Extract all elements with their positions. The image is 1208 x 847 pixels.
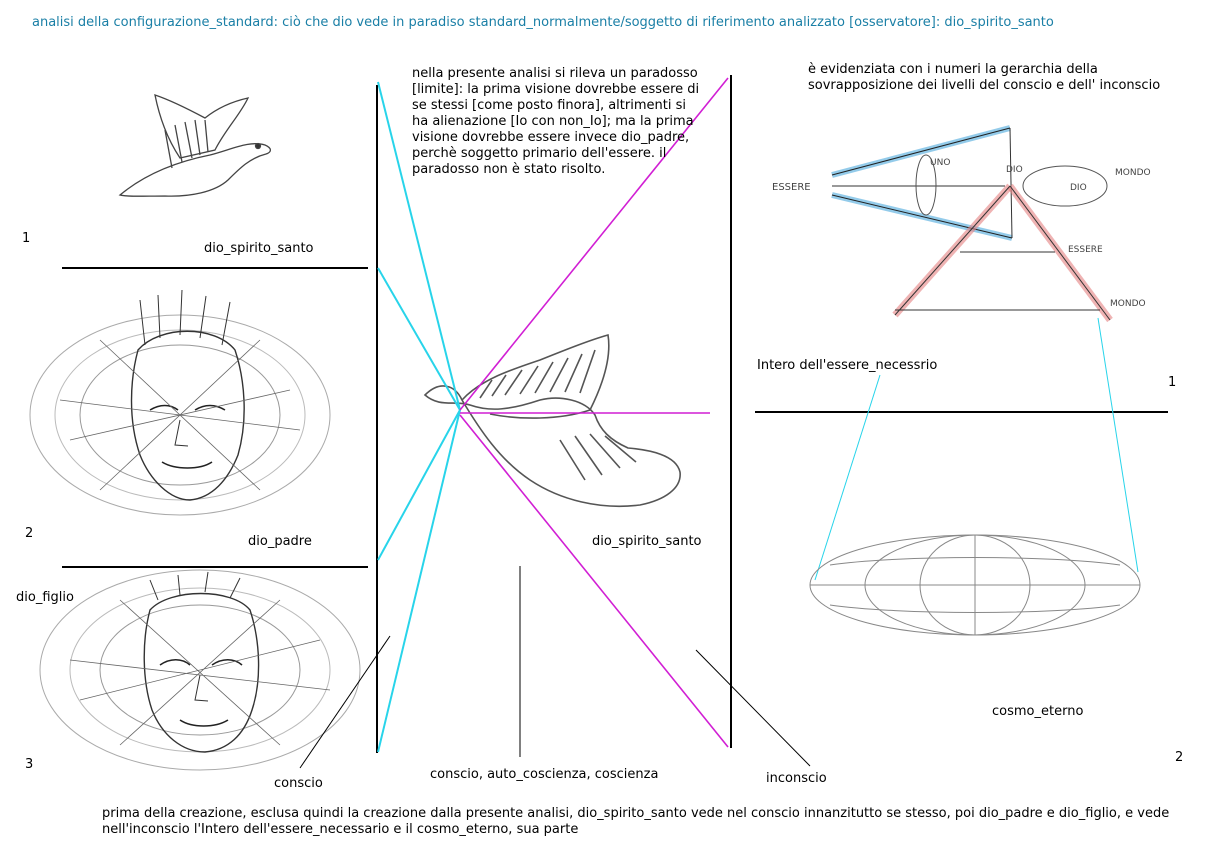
- face-sketch-padre: [30, 290, 330, 515]
- projection-line: [815, 375, 880, 580]
- page-title: analisi della configurazione_standard: ciò che dio vede in paradiso standard_normalmente/soggetto di riferimento analizzato [osservatore]: dio_spirito_santo: [32, 15, 1054, 30]
- sketch-label-dio: DIO: [1006, 165, 1023, 175]
- label-conscio: conscio: [274, 776, 323, 791]
- label-cosmo-eterno: cosmo_eterno: [992, 704, 1084, 719]
- dove-sketch-small: [120, 95, 270, 196]
- sketch-label-uno: UNO: [930, 158, 951, 168]
- inconscio-rays: [460, 78, 728, 747]
- projection-line: [1098, 318, 1138, 572]
- sketch-label-essere: ESSERE: [772, 182, 811, 193]
- sketch-label-mondo: MONDO: [1115, 168, 1151, 178]
- label-conscio-auto-coscienza: conscio, auto_coscienza, coscienza: [430, 767, 659, 782]
- pointer-inconscio: [696, 650, 810, 766]
- paradox-text: nella presente analisi si rileva un paradosso [limite]: la prima visione dovrebbe essere di se stessi [come posto finora], altrimenti si ha alienazione [Io con non_Io]; ma la prima visione dovrebbe essere invece dio_padre, perchè soggetto primario dell'essere. il paradosso non è stato risolto.: [412, 66, 700, 177]
- conscio-rays: [378, 82, 460, 752]
- number-2-left: 2: [25, 526, 34, 541]
- number-1-left: 1: [22, 231, 31, 246]
- hierarchy-sketch: [832, 128, 1110, 320]
- dove-sketch-large: [425, 335, 680, 506]
- label-dio-spirito-santo-left: dio_spirito_santo: [204, 241, 314, 256]
- label-dio-padre: dio_padre: [248, 534, 312, 549]
- bottom-caption: prima della creazione, esclusa quindi la creazione dalla presente analisi, dio_spirito_santo vede nel conscio innanzitutto se stesso, poi dio_padre e dio_figlio, e vede nell'inconscio l'Intero dell'essere_necessario e il cosmo_eterno, sua parte: [102, 806, 1170, 837]
- sketch-label-essere2: ESSERE: [1068, 245, 1103, 255]
- hierarchy-note: è evidenziata con i numeri la gerarchia della sovrapposizione dei livelli del conscio e dell' inconscio: [808, 62, 1161, 93]
- sketch-label-dio2: DIO: [1070, 183, 1087, 193]
- sketch-label-mondo2: MONDO: [1110, 299, 1146, 309]
- face-sketch-figlio: [40, 570, 360, 770]
- cosmos-globe-sketch: [810, 535, 1140, 635]
- number-3-left: 3: [25, 757, 34, 772]
- label-dio-figlio: dio_figlio: [16, 590, 74, 605]
- label-inconscio: inconscio: [766, 771, 827, 786]
- number-1-right: 1: [1168, 375, 1177, 390]
- label-dio-spirito-santo-center: dio_spirito_santo: [592, 534, 702, 549]
- number-2-right: 2: [1175, 750, 1184, 765]
- label-intero-essere: Intero dell'essere_necessrio: [757, 358, 938, 373]
